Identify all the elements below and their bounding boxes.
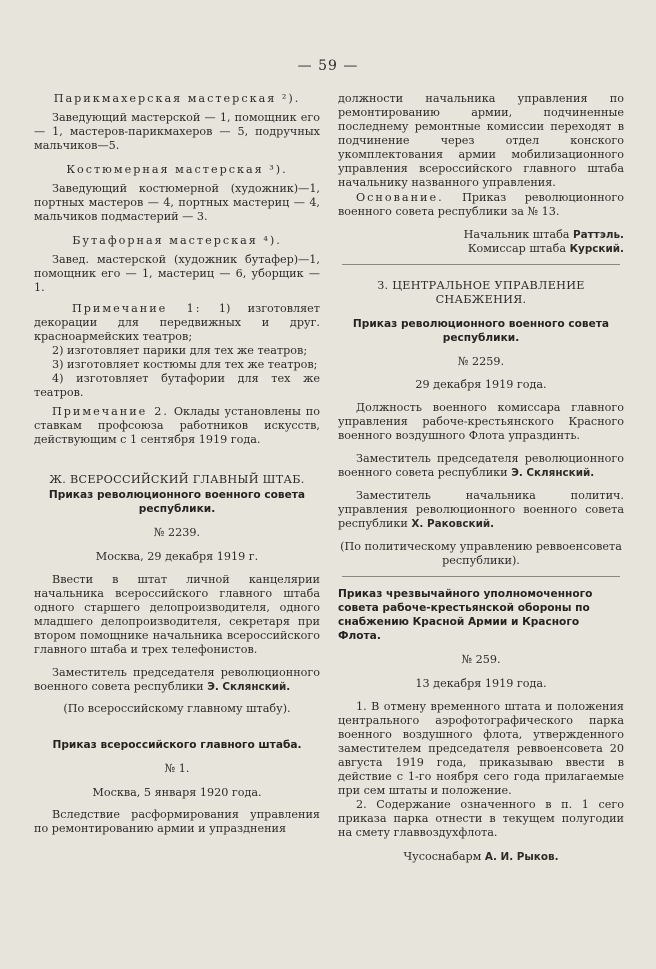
order-1-signature-role: Заместитель председателя революционного военного совета республики xyxy=(34,666,320,693)
order-3-signature-1 xyxy=(338,452,624,480)
order-1-title: Приказ революционного военного совета республики. xyxy=(48,489,306,515)
basis xyxy=(338,191,624,219)
barber-workshop-title: Парикмахерская мастерская ²). xyxy=(53,92,301,105)
order-2-number: № 1. xyxy=(164,762,190,775)
note-1 xyxy=(34,302,320,344)
note-1-item-2: 2) изготовляет парики для тех же театров; xyxy=(52,344,308,357)
order-4-paragraph-2: 2. Содержание означенного в п. 1 сего приказа парка отнести в текущем полугодии на смету главвоздухфлота. xyxy=(338,798,624,839)
order-3-signature-2-name: Х. Раковский. xyxy=(411,518,495,530)
order-4-number: № 259. xyxy=(461,653,501,666)
order-4-date: 13 декабря 1919 года. xyxy=(415,677,547,690)
order-3-signature-1-name: Э. Склянский. xyxy=(511,467,595,479)
order-4-signature-role: Чусоснабарм xyxy=(403,850,485,863)
order-3-signature-2 xyxy=(338,489,624,531)
order-3-signature-1-role: Заместитель председателя революционного военного совета республики xyxy=(338,452,624,479)
note-1-item-3: 3) изготовляет костюмы для тех же театров; xyxy=(52,358,318,371)
right-column xyxy=(338,92,624,864)
order-4-paragraph-1: 1. В отмену временного штата и положения центрального аэрофотографического парка военного воздушного флота, утвержденного заместителем председателя реввоенсовета 20 августа 1919 года, приказываю ввести в действие с 1-го ноября сего года прилагаемые при сем штаты и положение. xyxy=(338,700,624,797)
basis-text: Приказ революционного военного совета республики за № 13. xyxy=(338,191,624,218)
order-1-date: Москва, 29 декабря 1919 г. xyxy=(95,550,259,563)
section-z-heading: З. ЦЕНТРАЛЬНОЕ УПРАВЛЕНИЕ СНАБЖЕНИЯ. xyxy=(377,279,585,306)
order-4-signature xyxy=(338,850,624,864)
order-1-signature-name: Э. Склянский. xyxy=(207,681,291,693)
props-workshop-text: Завед. мастерской (художник бутафер)—1, помощник его — 1, мастериц — 6, уборщик — 1. xyxy=(34,253,320,294)
section-divider-2 xyxy=(342,576,620,577)
page-number: — 59 — xyxy=(297,58,359,74)
barber-workshop-text: Заведующий мастерской — 1, помощник его — 1, мастеров-парикмахеров — 5, подручных мальчиков—5. xyxy=(34,111,320,152)
order-1-text: Ввести в штат личной канцелярии начальника всероссийского главного штаба одного старшего делопроизводителя, одного младшего делопроизводителя, секретаря при втором помощнике начальника всероссийского главного штаба и трех телефонистов. xyxy=(34,573,320,656)
order-3-signature-2-role: Заместитель начальника политич. управления революционного военного совета республики xyxy=(338,489,624,530)
left-column xyxy=(34,92,320,836)
note-1-lead: Примечание 1: xyxy=(72,302,202,315)
section-zh-heading: Ж. ВСЕРОССИЙСКИЙ ГЛАВНЫЙ ШТАБ. xyxy=(49,473,305,486)
order-3-distribution: (По политическому управлению реввоенсовета республики). xyxy=(340,540,622,567)
order-3-text: Должность военного комиссара главного управления рабоче-крестьянского Красного военного воздушного Флота упраздинть. xyxy=(338,401,624,442)
order-4-signature-name: А. И. Рыков. xyxy=(484,851,559,863)
order-4-title: Приказ чрезвычайного уполномоченного совета рабоче-крестьянской обороны по снабжению Красной Армии и Красного Флота. xyxy=(338,588,593,642)
section-divider xyxy=(342,264,620,265)
costume-workshop-text: Заведующий костюмерной (художник)—1, портных мастеров — 4, портных мастериц — 4, мальчиков подмастерий — 3. xyxy=(34,182,320,223)
signature-commissar-role: Комиссар штаба xyxy=(467,242,570,255)
signature-commissar xyxy=(338,242,624,256)
note-2 xyxy=(34,405,320,447)
basis-lead: Основание. xyxy=(356,191,444,204)
order-2-title: Приказ всероссийского главного штаба. xyxy=(52,739,302,751)
order-3-date: 29 декабря 1919 года. xyxy=(415,378,547,391)
order-2-date: Москва, 5 января 1920 года. xyxy=(92,786,262,799)
order-1-signature xyxy=(34,666,320,694)
costume-workshop-title: Костюмерная мастерская ³). xyxy=(66,163,288,176)
note-2-lead: Примечание 2. xyxy=(52,405,169,418)
signature-chief-of-staff-name: Раттэль. xyxy=(573,229,624,241)
signature-commissar-name: Курский. xyxy=(569,243,624,255)
order-2-text: Вследствие расформирования управления по ремонтированию армии и упразднения xyxy=(34,808,320,835)
order-3-number: № 2259. xyxy=(457,355,505,368)
note-1-text: 1) изготовляет декорации для передвижных и друг. красноармейских театров; xyxy=(34,302,320,343)
signature-chief-of-staff-role: Начальник штаба xyxy=(463,228,574,241)
note-2-text: Оклады установлены по ставкам профсоюза работников искусств, действующим с 1 сентября 1919 года. xyxy=(34,405,320,446)
order-1-distribution: (По всероссийскому главному штабу). xyxy=(63,702,291,715)
order-3-title: Приказ революционного военного совета республики. xyxy=(352,318,610,344)
order-1-number: № 2239. xyxy=(153,526,201,539)
note-1-item-4: 4) изготовляет бутафории для тех же театров. xyxy=(34,372,320,399)
continuation-text: должности начальника управления по ремонтированию армии, подчиненные последнему ремонтные комиссии переходят в подчинение через отдел конского укомплектования армии мобилизационного управления всероссийского главного штаба начальнику названного управления. xyxy=(338,92,624,189)
signature-chief-of-staff xyxy=(338,228,624,242)
props-workshop-title: Бутафорная мастерская ⁴). xyxy=(72,234,282,247)
